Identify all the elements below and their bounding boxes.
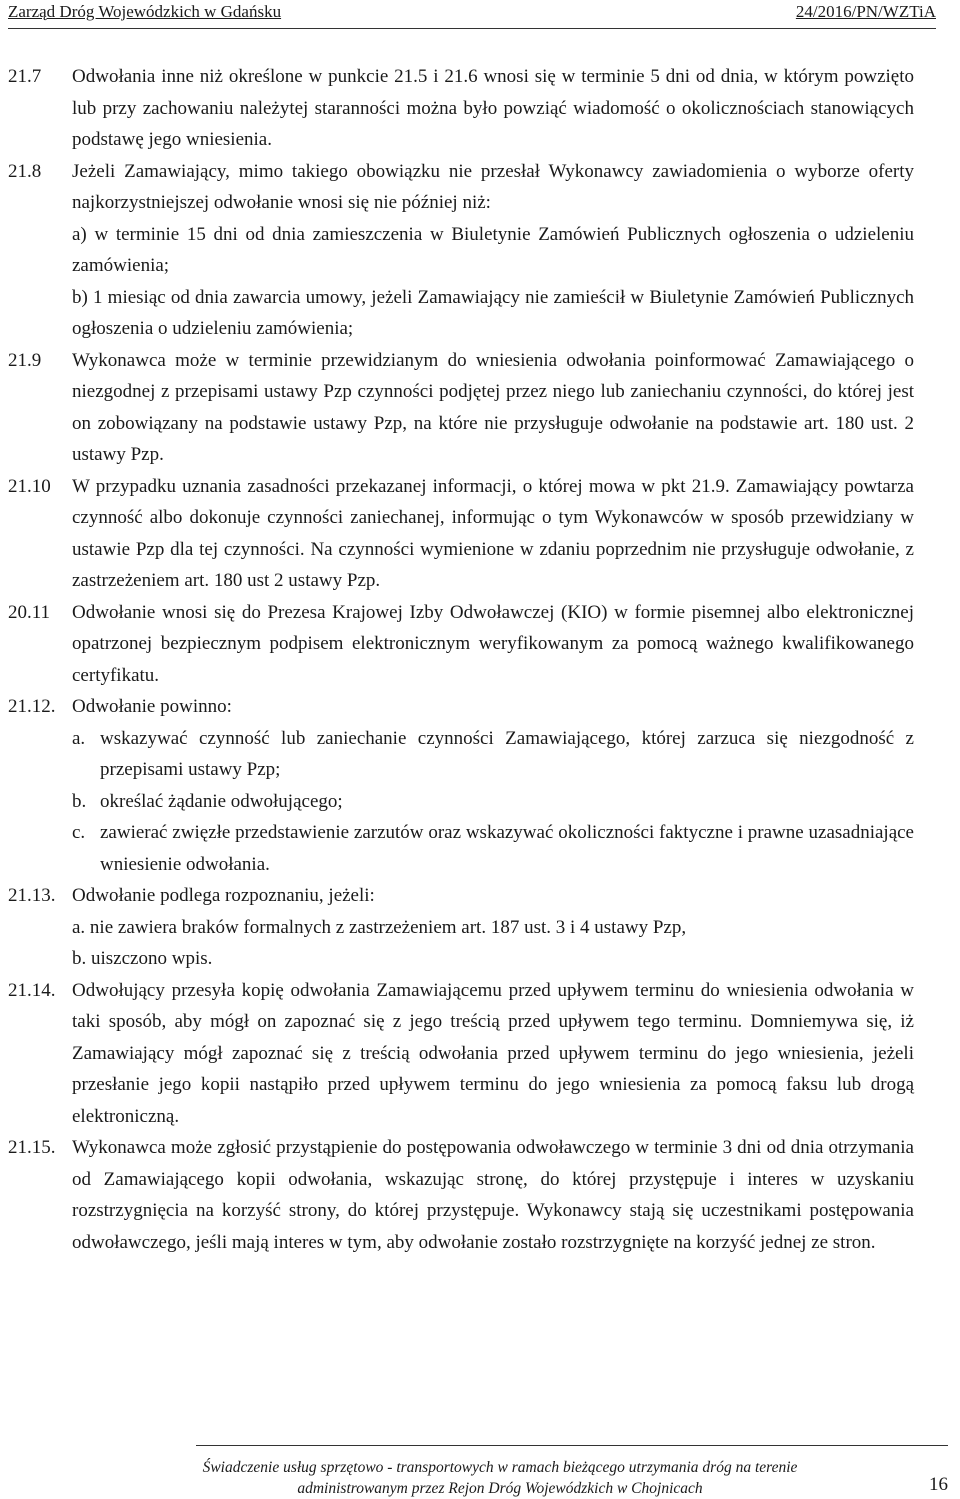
list-item: b) 1 miesiąc od dnia zawarcia umowy, jeżeli Zamawiający nie zamieścił w Biuletynie Zamówień Publicznych ogłoszenia o udzieleniu zamówienia; <box>72 286 914 339</box>
section-text: Wykonawca może w terminie przewidzianym do wniesienia odwołania poinformować Zamawiającego o niezgodnej z przepisami ustawy Pzp czynności podjętej przez niego lub zaniechaniu czynności, do której jest on zobowiązany na podstawie ustawy Pzp, na które nie przysługuje odwołanie na podstawie art. 180 ust. 2 ustawy Pzp. <box>72 349 914 465</box>
section-text: Odwołujący przesyła kopię odwołania Zamawiającemu przed upływem terminu do wniesienia odwołania w taki sposób, aby mógł on zapoznać się z jego treścią przed upływem tego terminu. Domniemywa się, iż Zamawiający mógł zapoznać się z treścią odwołania przed upływem terminu do jego wniesienia, jeżeli przesłanie jego kopii nastąpiło przed upływem terminu do jego wniesienia za pomocą faksu lub drogą elektroniczną. <box>72 979 914 1127</box>
section-text: Odwołanie powinno: <box>72 696 232 717</box>
section-text: Odwołanie podlega rozpoznaniu, jeżeli: <box>72 885 375 906</box>
section-20-11 <box>8 597 914 692</box>
section-number: 21.14. <box>8 979 56 1001</box>
list-item: a. nie zawiera braków formalnych z zastrzeżeniem art. 187 ust. 3 i 4 ustawy Pzp, <box>72 916 687 938</box>
section-text: Jeżeli Zamawiający, mimo takiego obowiązku nie przesłał Wykonawcy zawiadomienia o wyborze oferty najkorzystniejszej odwołanie wnosi się nie później niż: <box>72 160 914 213</box>
section-number: 21.9 <box>8 349 42 371</box>
list-item-text: określać żądanie odwołującego; <box>100 790 343 812</box>
list-item-label: a. <box>72 727 86 749</box>
section-21-10 <box>8 471 914 597</box>
list-item-text: wskazywać czynność lub zaniechanie czynności Zamawiającego, której zarzuca się niezgodność z przepisami ustawy Pzp; <box>100 727 914 780</box>
section-21-15 <box>8 1132 914 1258</box>
list-item <box>72 817 914 880</box>
footer-line-2: administrowanym przez Rejon Dróg Wojewódzkich w Chojnicach <box>297 1480 703 1497</box>
page-number: 16 <box>929 1474 948 1495</box>
header-divider <box>8 28 936 29</box>
section-number: 20.11 <box>8 601 51 623</box>
section-number: 21.8 <box>8 160 42 182</box>
page-header <box>0 0 960 36</box>
section-number: 21.7 <box>8 66 42 87</box>
list-item <box>72 723 914 786</box>
list-item <box>72 786 914 818</box>
list-item-text: zawierać zwięzłe przedstawienie zarzutów oraz wskazywać okoliczności faktyczne i prawne uzasadniające wniesienie odwołania. <box>100 822 914 875</box>
section-text: Wykonawca może zgłosić przystąpienie do postępowania odwoławczego w terminie 3 dni od dnia otrzymania od Zamawiającego kopii odwołania, wskazując stronę, do której przystępuje i interes w uzyskaniu rozstrzygnięcia na korzyść strony, do której przystępuje. Wykonawcy stają się uczestnikami postępowania odwoławczego, jeśli mają interes w tym, aby odwołanie zostało rozstrzygnięte na korzyść jednej ze stron. <box>72 1137 914 1253</box>
section-21-8 <box>8 156 914 345</box>
section-21-14 <box>8 975 914 1133</box>
header-organization: Zarząd Dróg Wojewódzkich w Gdańsku <box>8 2 282 21</box>
section-number: 21.10 <box>8 475 51 497</box>
section-number: 21.15. <box>8 1137 56 1158</box>
section-number: 21.12. <box>8 696 56 717</box>
list-item: b. uiszczono wpis. <box>72 948 213 969</box>
footer-line-1: Świadczenie usług sprzętowo - transportowych w ramach bieżącego utrzymania dróg na terenie <box>202 1459 798 1476</box>
section-text: Odwołanie wnosi się do Prezesa Krajowej Izby Odwoławczej (KIO) w formie pisemnej albo elektronicznej opatrzonej bezpiecznym podpisem elektronicznym weryfikowanym za pomocą ważnego kwalifikowanego certyfikatu. <box>72 601 914 686</box>
section-21-12 <box>8 691 914 880</box>
document-body <box>8 61 914 1258</box>
section-21-7 <box>8 61 914 156</box>
section-21-9 <box>8 345 914 471</box>
header-reference-number: 24/2016/PN/WZTiA <box>795 2 936 21</box>
section-number: 21.13. <box>8 885 56 906</box>
section-21-13 <box>8 880 914 975</box>
list-item-label: b. <box>72 790 87 812</box>
footer-divider <box>196 1445 948 1446</box>
list-item: a) w terminie 15 dni od dnia zamieszczenia w Biuletynie Zamówień Publicznych ogłoszenia o udzieleniu zamówienia; <box>72 223 914 276</box>
list-item-label: c. <box>72 822 86 843</box>
section-text: W przypadku uznania zasadności przekazanej informacji, o której mowa w pkt 21.9. Zamawiający powtarza czynność albo dokonuje czynności zaniechanej, informując o tym Wykonawców w sposób przewidziany w ustawie Pzp dla tej czynności. Na czynności wymienione w zdaniu poprzednim nie przysługuje odwołanie, z zastrzeżeniem art. 180 ust 2 ustawy Pzp. <box>72 475 914 591</box>
page-footer <box>120 1457 880 1499</box>
section-text: Odwołania inne niż określone w punkcie 21.5 i 21.6 wnosi się w terminie 5 dni od dnia, w którym powzięto lub przy zachowaniu należytej staranności można było powziąć wiadomość o okolicznościach stanowiących podstawę jego wniesienia. <box>72 66 914 150</box>
